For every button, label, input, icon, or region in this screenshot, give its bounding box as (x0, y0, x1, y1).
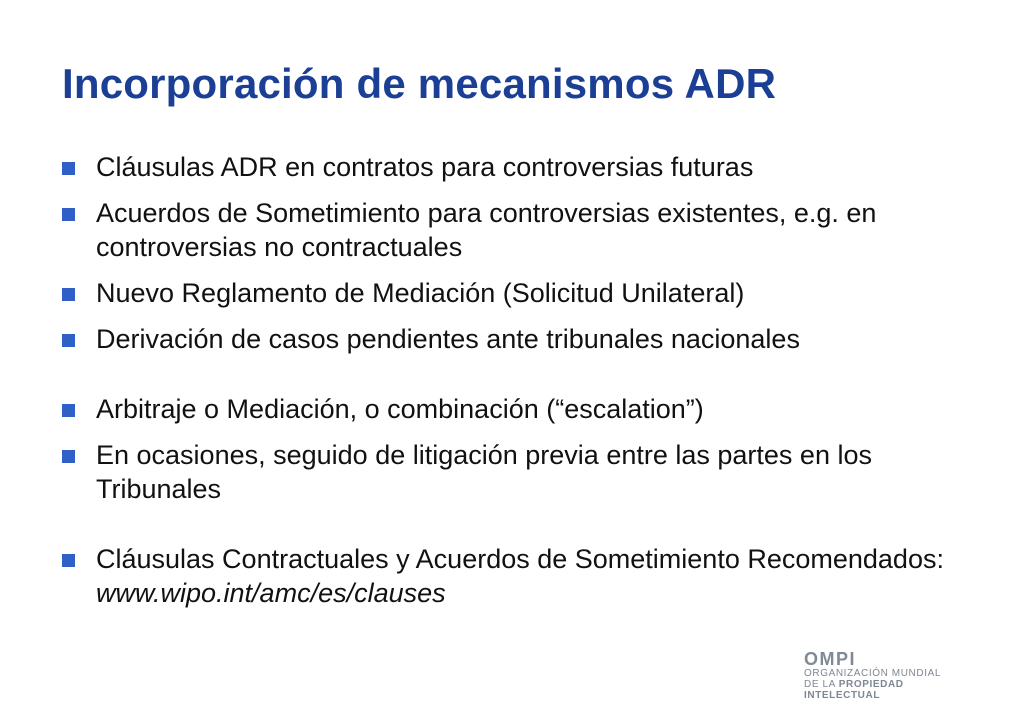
bullet-text-prefix: Cláusulas Contractuales y Acuerdos de Sometimiento Recomendados: (96, 544, 944, 574)
square-bullet-icon (62, 334, 75, 347)
ompi-logo (804, 650, 974, 706)
logo-line-2 (804, 679, 974, 690)
list-item (62, 322, 982, 356)
square-bullet-icon (62, 554, 75, 567)
bullet-list (62, 150, 982, 622)
list-item (62, 276, 982, 310)
list-item (62, 542, 982, 610)
list-item (62, 438, 982, 506)
logo-line-2-strong: PROPIEDAD (838, 679, 904, 690)
logo-line-3: INTELECTUAL (804, 690, 881, 701)
list-item (62, 392, 982, 426)
bullet-text: Acuerdos de Sometimiento para controversias existentes, e.g. en controversias no contractuales (96, 198, 877, 262)
bullet-text: En ocasiones, seguido de litigación previa entre las partes en los Tribunales (96, 440, 872, 504)
logo-line-2-prefix: DE LA (804, 679, 839, 690)
bullet-text: Derivación de casos pendientes ante tribunales nacionales (96, 324, 800, 354)
square-bullet-icon (62, 450, 75, 463)
clauses-url-link[interactable]: www.wipo.int/amc/es/clauses (96, 578, 446, 608)
square-bullet-icon (62, 404, 75, 417)
list-item (62, 150, 982, 184)
logo-acronym: OMPI (804, 649, 857, 669)
square-bullet-icon (62, 288, 75, 301)
list-item (62, 196, 982, 264)
bullet-text: Cláusulas ADR en contratos para controversias futuras (96, 152, 754, 182)
square-bullet-icon (62, 208, 75, 221)
bullet-text: Nuevo Reglamento de Mediación (Solicitud Unilateral) (96, 278, 745, 308)
bullet-text: Arbitraje o Mediación, o combinación (“escalation”) (96, 394, 704, 424)
slide-title: Incorporación de mecanismos ADR (62, 60, 777, 107)
logo-line-1: ORGANIZACIÓN MUNDIAL (804, 668, 942, 679)
bullet-text (96, 542, 982, 610)
square-bullet-icon (62, 162, 75, 175)
